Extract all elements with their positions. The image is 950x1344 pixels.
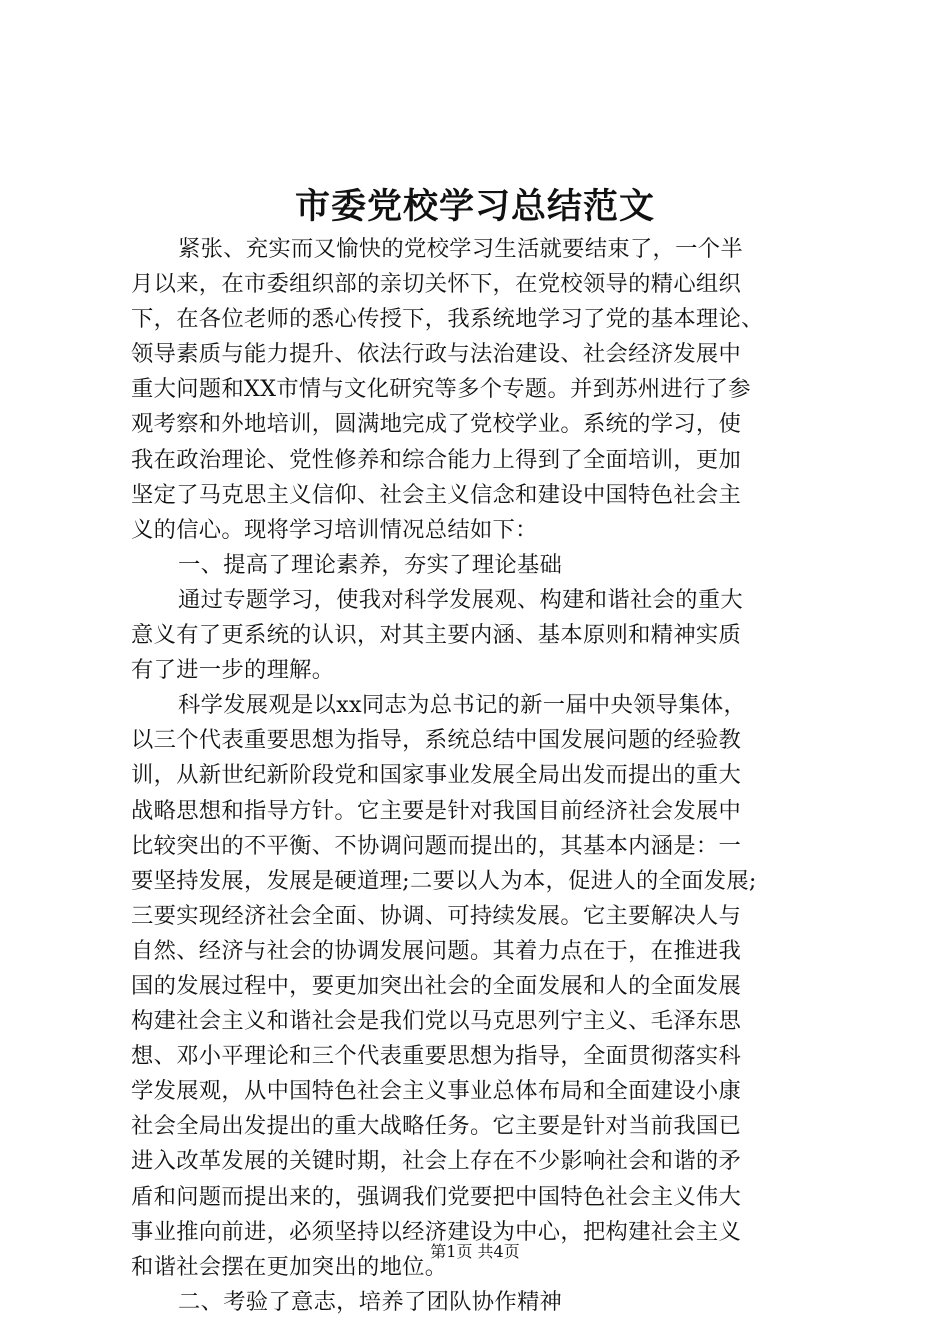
text-line: 盾和问题而提出来的，强调我们党要把中国特色社会主义伟大 (131, 1183, 742, 1210)
text-line: 要坚持发展，发展是硬道理;二要以人为本，促进人的全面发展; (131, 867, 757, 894)
text-line: 比较突出的不平衡、不协调问题而提出的，其基本内涵是：一 (131, 832, 742, 859)
text-line: 月以来，在市委组织部的亲切关怀下，在党校领导的精心组织 (131, 271, 742, 298)
document-body (131, 232, 823, 1320)
text-line: 我在政治理论、党性修养和综合能力上得到了全面培训，更加 (131, 446, 742, 473)
text-line: 意义有了更系统的认识，对其主要内涵、基本原则和精神实质 (131, 622, 742, 649)
text-line: 以三个代表重要思想为指导，系统总结中国发展问题的经验教 (131, 727, 742, 754)
text-line: 和谐社会摆在更加突出的地位。 (131, 1253, 448, 1280)
text-line: 学发展观，从中国特色社会主义事业总体布局和全面建设小康 (131, 1078, 742, 1105)
text-line: 领导素质与能力提升、依法行政与法治建设、社会经济发展中 (131, 341, 742, 368)
text-line: 三要实现经济社会全面、协调、可持续发展。它主要解决人与 (131, 902, 742, 929)
text-line: 社会全局出发提出的重大战略任务。它主要是针对当前我国已 (131, 1113, 742, 1140)
text-line: 重大问题和XX市情与文化研究等多个专题。并到苏州进行了参 (131, 376, 751, 403)
text-line: 下，在各位老师的悉心传授下，我系统地学习了党的基本理论、 (131, 306, 764, 333)
text-line: 二、考验了意志，培养了团队协作精神 (178, 1288, 563, 1315)
page-footer: 第1页 共4页 (430, 1242, 520, 1261)
page-title: 市委党校学习总结范文 (294, 186, 655, 227)
text-line: 通过专题学习，使我对科学发展观、构建和谐社会的重大 (178, 586, 743, 613)
text-line: 科学发展观是以xx同志为总书记的新一届中央领导集体， (178, 692, 747, 719)
text-line: 观考察和外地培训，圆满地完成了党校学业。系统的学习，使 (131, 411, 742, 438)
text-line: 训，从新世纪新阶段党和国家事业发展全局出发而提出的重大 (131, 762, 742, 789)
text-line: 想、邓小平理论和三个代表重要思想为指导，全面贯彻落实科 (131, 1043, 742, 1070)
text-line: 有了进一步的理解。 (131, 657, 335, 684)
text-line: 事业推向前进，必须坚持以经济建设为中心，把构建社会主义 (131, 1218, 742, 1245)
text-line: 战略思想和指导方针。它主要是针对我国目前经济社会发展中 (131, 797, 742, 824)
text-line: 一、提高了理论素养，夯实了理论基础 (178, 551, 563, 578)
text-line: 紧张、充实而又愉快的党校学习生活就要结束了，一个半 (178, 236, 743, 262)
text-line: 坚定了马克思主义信仰、社会主义信念和建设中国特色社会主 (131, 481, 742, 508)
text-line: 自然、经济与社会的协调发展问题。其着力点在于，在推进我 (131, 937, 742, 964)
text-line: 国的发展过程中，要更加突出社会的全面发展和人的全面发展 (131, 972, 742, 999)
text-line: 构建社会主义和谐社会是我们党以马克思列宁主义、毛泽东思 (131, 1008, 742, 1035)
text-line: 进入改革发展的关键时期，社会上存在不少影响社会和谐的矛 (131, 1148, 742, 1175)
text-line: 义的信心。现将学习培训情况总结如下： (131, 516, 538, 543)
